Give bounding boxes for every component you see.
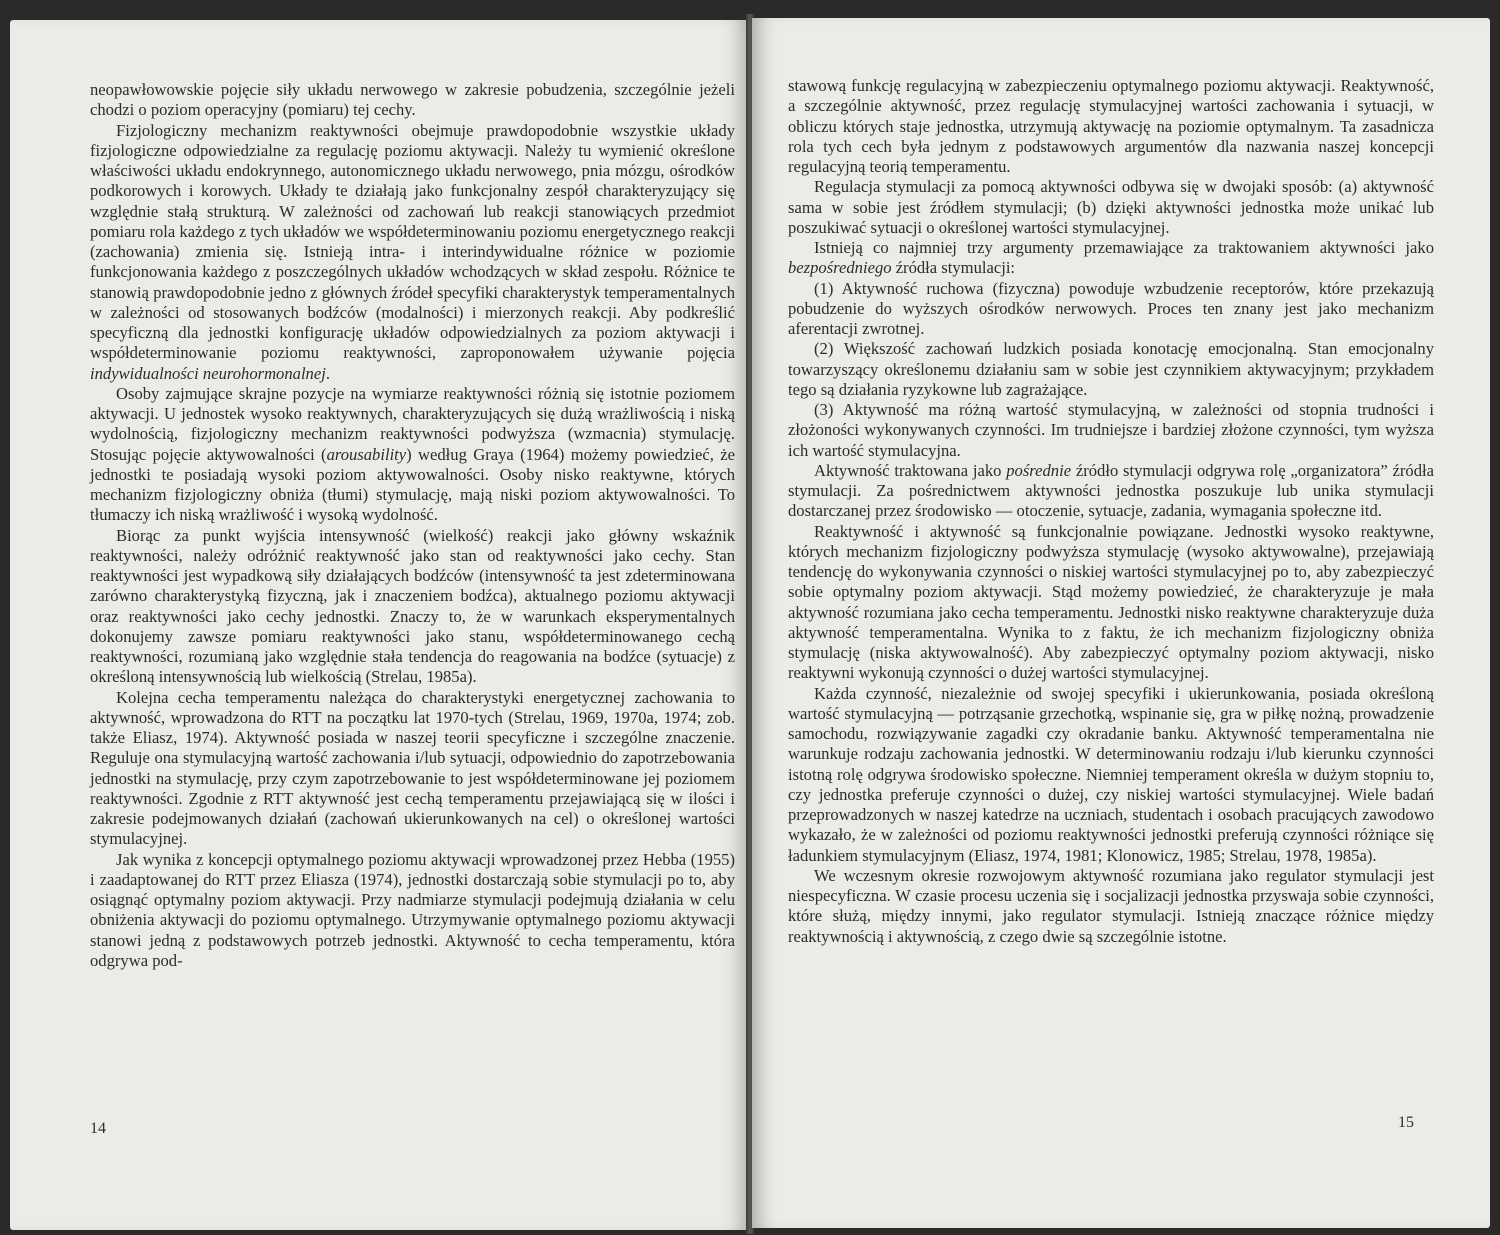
paragraph: Kolejna cecha temperamentu należąca do charakterystyki energetycznej zachowania to aktywność, wprowadzona do RTT na początku lat 1970-tych (Strelau, 1969, 1970a, 1974; zob. także Eliasz, 1974). Aktywność posiada w naszej teorii specyficzne i szczególne znaczenie. Reguluje ona stymulacyjną wartość zachowania i/lub sytuacji, odpowiednio do zapotrzebowania jednostki na stymulację, przy czym zapotrzebowanie to jest współdeterminowane jej poziomem reaktywności. Zgodnie z RTT aktywność jest cechą temperamentu przejawiającą się w ilości i zakresie podejmowanych działań (zachowań ukierunkowanych na cel) o określonej wartości stymulacyjnej. [90, 687, 735, 849]
list-item: (1) Aktywność ruchowa (fizyczna) powoduje wzbudzenie receptorów, które przekazują pobudzenie do wyższych ośrodków nerwowych. Proces ten znany jest jako mechanizm aferentacji zwrotnej. [788, 278, 1434, 338]
paragraph: Jak wynika z koncepcji optymalnego poziomu aktywacji wprowadzonej przez Hebba (1955) i zaadaptowanej do RTT przez Eliasza (1974), jednostki dostarczają sobie stymulacji po to, aby osiągnąć optymalny poziom aktywacji. Przy nadmiarze stymulacji podejmują działania w celu obniżenia aktywacji do poziomu optymalnego. Utrzymywanie optymalnego poziomu aktywacji stanowi jedną z podstawowych potrzeb jednostki. Aktywność to cecha temperamentu, która odgrywa pod- [90, 849, 735, 970]
paragraph: Biorąc za punkt wyjścia intensywność (wielkość) reakcji jako główny wskaźnik reaktywności, należy odróżnić reaktywność jako stan od reaktywności jako cechy. Stan reaktywności jest wypadkową siły działających bodźców (intensywność ta jest zdeterminowana zarówno charakterystyką fizyczną, jak i znaczeniem bodźca), aktualnego poziomu aktywacji oraz reaktywności jako cechy jednostki. Znaczy to, że w warunkach eksperymentalnych dokonujemy zawsze pomiaru reaktywności jako stanu, współdeterminowanego cechą reaktywności, rozumianą jako względnie stała tendencja do reagowania na bodźce (sytuacje) z określoną intensywnością lub wielkością (Strelau, 1985a). [90, 525, 735, 687]
emphasis: indywidualności neurohormonalnej [90, 363, 326, 383]
left-page [10, 20, 748, 1230]
emphasis: pośrednie [1006, 460, 1072, 480]
paragraph: Reaktywność i aktywność są funkcjonalnie powiązane. Jednostki wysoko reaktywne, których mechanizm fizjologiczny podwyższa stymulację (wysoko aktywowalne), przejawiają tendencję do wykonywania czynności o niskiej wartości stymulacyjnej po to, aby zabezpieczyć sobie optymalny poziom aktywacji. Stąd możemy powiedzieć, że charakteryzuje je mała aktywność rozumiana jako cecha temperamentu. Jednostki nisko reaktywne charakteryzuje duża aktywność temperamentalna. Wynika to z faktu, że ich mechanizm fizjologiczny obniża stymulację (niska aktywowalność). Aby zabezpieczyć optymalny poziom aktywacji, nisko reaktywni wykonują czynności o dużej wartości stymulacyjnej. [788, 521, 1434, 683]
paragraph: Regulacja stymulacji za pomocą aktywności odbywa się w dwojaki sposób: (a) aktywność sama w sobie jest źródłem stymulacji; (b) dzięki aktywności jednostka może unikać lub poszukiwać sytuacji o określonej wartości stymulacyjnej. [788, 177, 1434, 237]
page-number: 15 [1398, 1114, 1414, 1131]
paragraph: Każda czynność, niezależnie od swojej specyfiki i ukierunkowania, posiada określoną wartość stymulacyjną — potrząsanie grzechotką, wspinanie się, gra w piłkę nożną, prowadzenie samochodu, rozwiązywanie zagadki czy okradanie banku. Aktywność temperamentalna nie warunkuje rodzaju zachowania jednostki. W determinowaniu rodzaju i/lub kierunku czynności istotną rolę odgrywa środowisko społeczne. Niemniej temperament określa w dużym stopniu to, czy jednostka preferuje czynności o dużej, czy niskiej wartości stymulacyjnej. Wiele badań przeprowadzonych w naszej katedrze na uczniach, studentach i osobach pracujących zawodowo wykazało, że w zależności od poziomu reaktywności jednostki preferują czynności różniące się ładunkiem stymulacyjnym (Eliasz, 1974, 1981; Klonowicz, 1985; Strelau, 1978, 1985a). [788, 683, 1434, 865]
emphasis: arousability [326, 444, 407, 464]
paragraph: Fizjologiczny mechanizm reaktywności obejmuje prawdopodobnie wszystkie układy fizjologiczne odpowiedzialne za regulację poziomu aktywacji. Należy tu wymienić określone właściwości układu endokrynnego, autonomicznego układu nerwowego, pnia mózgu, ośrodków podkorowych i korowych. Układy te działają jako funkcjonalny zespół charakteryzujący się względnie stałą strukturą. W zależności od zachowań lub reakcji stanowiących przedmiot pomiaru rola każdego z tych układów we współdeterminowaniu poziomu energetycznego reakcji (zachowania) zmienia się. Istnieją intra- i interindywidualne różnice w poziomie funkcjonowania każdego z poszczególnych układów wchodzących w skład zespołu. Różnice te stanowią prawdopodobnie jedno z głównych źródeł specyfiki charakterystyk temperamentalnych w zależności od stosowanych bodźców (modalności) i mierzonych reakcji. Aby podkreślić specyficzną dla jednostki konfigurację układów odpowiedzialnych za poziom aktywacji i współdeterminowanie poziomu reaktywności, zaproponowałem używanie pojęcia indywidualności neurohormonalnej. [90, 120, 735, 383]
list-item: (3) Aktywność ma różną wartość stymulacyjną, w zależności od stopnia trudności i złożoności wykonywanych czynności. Im trudniejsze i bardziej złożone czynności, tym wyższa ich wartość stymulacyjna. [788, 400, 1434, 460]
paragraph: Istnieją co najmniej trzy argumenty przemawiające za traktowaniem aktywności jako bezpośredniego źródła stymulacji: [788, 238, 1434, 278]
left-page-text [90, 80, 735, 971]
right-page [752, 18, 1490, 1228]
paragraph: Osoby zajmujące skrajne pozycje na wymiarze reaktywności różnią się istotnie poziomem aktywacji. U jednostek wysoko reaktywnych, charakteryzujących się dużą wrażliwością i niską wydolnością, fizjologiczny mechanizm reaktywności podwyższa (wzmacnia) stymulację. Stosując pojęcie aktywowalności (arousability) według Graya (1964) możemy powiedzieć, że jednostki te posiadają wysoki poziom aktywowalności. Osoby nisko reaktywne, których mechanizm fizjologiczny obniża (tłumi) stymulację, mają niski poziom aktywowalności. To tłumaczy ich niską wrażliwość i wysoką wydolność. [90, 383, 735, 525]
paragraph: We wczesnym okresie rozwojowym aktywność rozumiana jako regulator stymulacji jest niespecyficzna. W czasie procesu uczenia się i socjalizacji jednostka przyswaja sobie czynności, które służą, między innymi, jako regulator stymulacji. Istnieją znaczące różnice między reaktywnością i aktywnością, z czego dwie są szczególnie istotne. [788, 865, 1434, 946]
paragraph: Aktywność traktowana jako pośrednie źródło stymulacji odgrywa rolę „organizatora” źródła stymulacji. Za pośrednictwem aktywności jednostka poszukuje lub unika stymulacji dostarczanej przez środowisko — otoczenie, sytuacje, zadania, wymagania społeczne itd. [788, 460, 1434, 521]
list-item: (2) Większość zachowań ludzkich posiada konotację emocjonalną. Stan emocjonalny towarzyszący określonemu działaniu sam w sobie jest czynnikiem aktywacyjnym; przykładem tego są działania ryzykowne lub zagrażające. [788, 339, 1434, 399]
emphasis: bezpośredniego [788, 258, 892, 278]
page-number: 14 [90, 1120, 106, 1137]
right-page-text [788, 76, 1434, 947]
paragraph: neopawłowowskie pojęcie siły układu nerwowego w zakresie pobudzenia, szczególnie jeżeli chodzi o poziom operacyjny (pomiaru) tej cechy. [90, 80, 735, 120]
paragraph: stawową funkcję regulacyjną w zabezpieczeniu optymalnego poziomu aktywacji. Reaktywność, a szczególnie aktywność, przez regulację stymulacyjnej wartości zachowania i sytuacji, w obliczu których staje jednostka, utrzymują aktywację na poziomie optymalnym. Ta zasadnicza rola tych cech była jednym z podstawowych argumentów dla nazwania naszej koncepcji regulacyjną teorią temperamentu. [788, 76, 1434, 176]
